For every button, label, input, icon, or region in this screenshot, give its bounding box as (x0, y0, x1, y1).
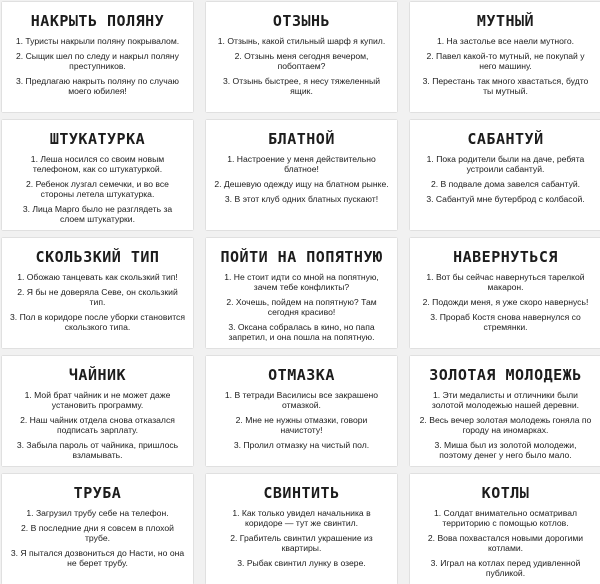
example-item: 1. Не стоит идти со мной на попятную, зачем тебе конфликты? (224, 272, 379, 292)
example-list (10, 508, 185, 568)
example-item: 3. Сабантуй мне бутерброд с колбасой. (426, 194, 585, 204)
example-item: 2. Наш чайник отдела снова отказался подписать зарплату. (20, 415, 175, 435)
example-list (214, 390, 389, 450)
example-list (214, 154, 389, 204)
card-title: ОТЗЫНЬ (272, 12, 331, 30)
example-item: 3. Я пытался дозвониться до Насти, но она не берет трубу. (10, 548, 185, 568)
example-item: 1. Настроение у меня действительно блатное! (227, 154, 376, 174)
example-list (10, 390, 185, 460)
example-item: 1. Солдат внимательно осматривал территорию с помощью котлов. (434, 508, 577, 528)
card-5 (206, 120, 397, 230)
card-title: МУТНЫЙ (476, 12, 535, 30)
card-title: ЧАЙНИК (68, 366, 127, 384)
example-item: 3. В этот клуб одних блатных пускают! (224, 194, 379, 204)
example-item: 3. Забыла пароль от чайника, пришлось взламывать. (16, 440, 179, 460)
card-title: БЛАТНОЙ (268, 130, 335, 148)
example-list (418, 272, 593, 332)
example-item: 2. Подожди меня, я уже скоро навернусь! (422, 297, 589, 307)
example-item: 2. Павел какой-то мутный, не покупай у него машину. (426, 51, 585, 71)
example-item: 3. Отзынь быстрее, я несу тяжеленный ящик. (223, 76, 380, 96)
card-title: СВИНТИТЬ (263, 484, 340, 502)
example-item: 2. Я бы не доверяла Севе, он скользкий тип. (17, 287, 178, 307)
card-13 (2, 474, 193, 584)
card-2 (206, 2, 397, 112)
example-list (214, 36, 389, 96)
card-title: СКОЛЬЗКИЙ ТИП (35, 248, 160, 266)
card-14 (206, 474, 397, 584)
example-list (214, 272, 389, 342)
example-item: 3. Оксана собралась в кино, но папа запретил, и она пошла на попятную. (228, 322, 375, 342)
example-item: 1. Туристы накрыли поляну покрывалом. (15, 36, 180, 46)
card-4 (2, 120, 193, 230)
example-item: 1. Мой брат чайник и не может даже установить программу. (24, 390, 171, 410)
card-7 (2, 238, 193, 348)
card-title: НАКРЫТЬ ПОЛЯНУ (30, 12, 165, 30)
card-8 (206, 238, 397, 348)
card-10 (2, 356, 193, 466)
example-list (10, 154, 185, 224)
example-item: 1. Как только увидел начальника в коридоре — тут же свинтил. (232, 508, 371, 528)
example-item: 3. Лица Марго было не разглядеть за слоем штукатурки. (22, 204, 173, 224)
example-list (418, 36, 593, 96)
example-item: 3. Играл на котлах перед удивленной публикой. (430, 558, 581, 578)
example-item: 3. Прораб Костя снова навернулся со стремянки. (430, 312, 581, 332)
card-3 (410, 2, 600, 112)
example-item: 3. Перестань так много хвастаться, будто ты мутный. (422, 76, 589, 96)
example-item: 2. В подвале дома завелся сабантуй. (430, 179, 581, 189)
example-item: 2. Сыщик шел по следу и накрыл поляну преступников. (16, 51, 179, 71)
example-list (214, 508, 389, 568)
card-title: САБАНТУЙ (467, 130, 544, 148)
card-11 (206, 356, 397, 466)
example-list (418, 508, 593, 578)
example-list (418, 154, 593, 204)
example-item: 1. Вот бы сейчас навернуться тарелкой макарон. (426, 272, 585, 292)
card-title: НАВЕРНУТЬСЯ (453, 248, 558, 266)
example-item: 2. Грабитель свинтил украшение из квартиры. (230, 533, 373, 553)
example-item: 3. Пролил отмазку на чистый пол. (233, 440, 370, 450)
example-item: 3. Предлагаю накрыть поляну по случаю моего юбилея! (16, 76, 179, 96)
example-item: 2. Весь вечер золотая молодежь гоняла по городу на иномарках. (419, 415, 592, 435)
card-title: ЗОЛОТАЯ МОЛОДЕЖЬ (429, 366, 582, 384)
example-item: 2. В последние дни я совсем в плохой трубе. (21, 523, 174, 543)
example-item: 1. На застолье все наели мутного. (436, 36, 575, 46)
card-15 (410, 474, 600, 584)
example-item: 1. Пока родители были на даче, ребята устроили сабантуй. (426, 154, 585, 174)
example-item: 2. Дешевую одежду ищу на блатном рынке. (214, 179, 389, 189)
card-12 (410, 356, 600, 466)
example-list (418, 390, 593, 460)
example-item: 1. Леша носился со своим новым телефоном, как со штукатуркой. (30, 154, 165, 174)
card-6 (410, 120, 600, 230)
card-1 (2, 2, 193, 112)
example-item: 2. Ребенок лузгал семечки, и во все стороны летела штукатурка. (26, 179, 169, 199)
example-item: 1. В тетради Василисы все закрашено отмазкой. (224, 390, 379, 410)
example-item: 1. Эти медалисты и отличники были золотой молодежью нашей деревни. (431, 390, 580, 410)
example-list (10, 36, 185, 96)
example-item: 1. Отзынь, какой стильный шарф я купил. (217, 36, 386, 46)
example-item: 1. Загрузил трубу себе на телефон. (26, 508, 169, 518)
example-item: 2. Отзынь меня сегодня вечером, побоптаем? (234, 51, 369, 71)
example-list (10, 272, 185, 332)
example-item: 2. Хочешь, пойдем на попятную? Там сегодня красиво! (226, 297, 377, 317)
card-title: ПОЙТИ НА ПОПЯТНУЮ (220, 248, 383, 266)
example-item: 2. Мне не нужны отмазки, говори начистоту! (235, 415, 368, 435)
card-title: ОТМАЗКА (268, 366, 335, 384)
card-title: ШТУКАТУРКА (49, 130, 146, 148)
example-item: 1. Обожаю танцевать как скользкий тип! (17, 272, 178, 282)
card-title: КОТЛЫ (481, 484, 530, 502)
example-item: 2. Вова похвастался новыми дорогими котлами. (427, 533, 584, 553)
card-9 (410, 238, 600, 348)
example-item: 3. Пол в коридоре после уборки становится скользкого типа. (10, 312, 185, 332)
card-title: ТРУБА (73, 484, 122, 502)
example-item: 3. Миша был из золотой молодежи, поэтому денег у него было мало. (434, 440, 577, 460)
example-item: 3. Рыбак свинтил лунку в озере. (237, 558, 366, 568)
